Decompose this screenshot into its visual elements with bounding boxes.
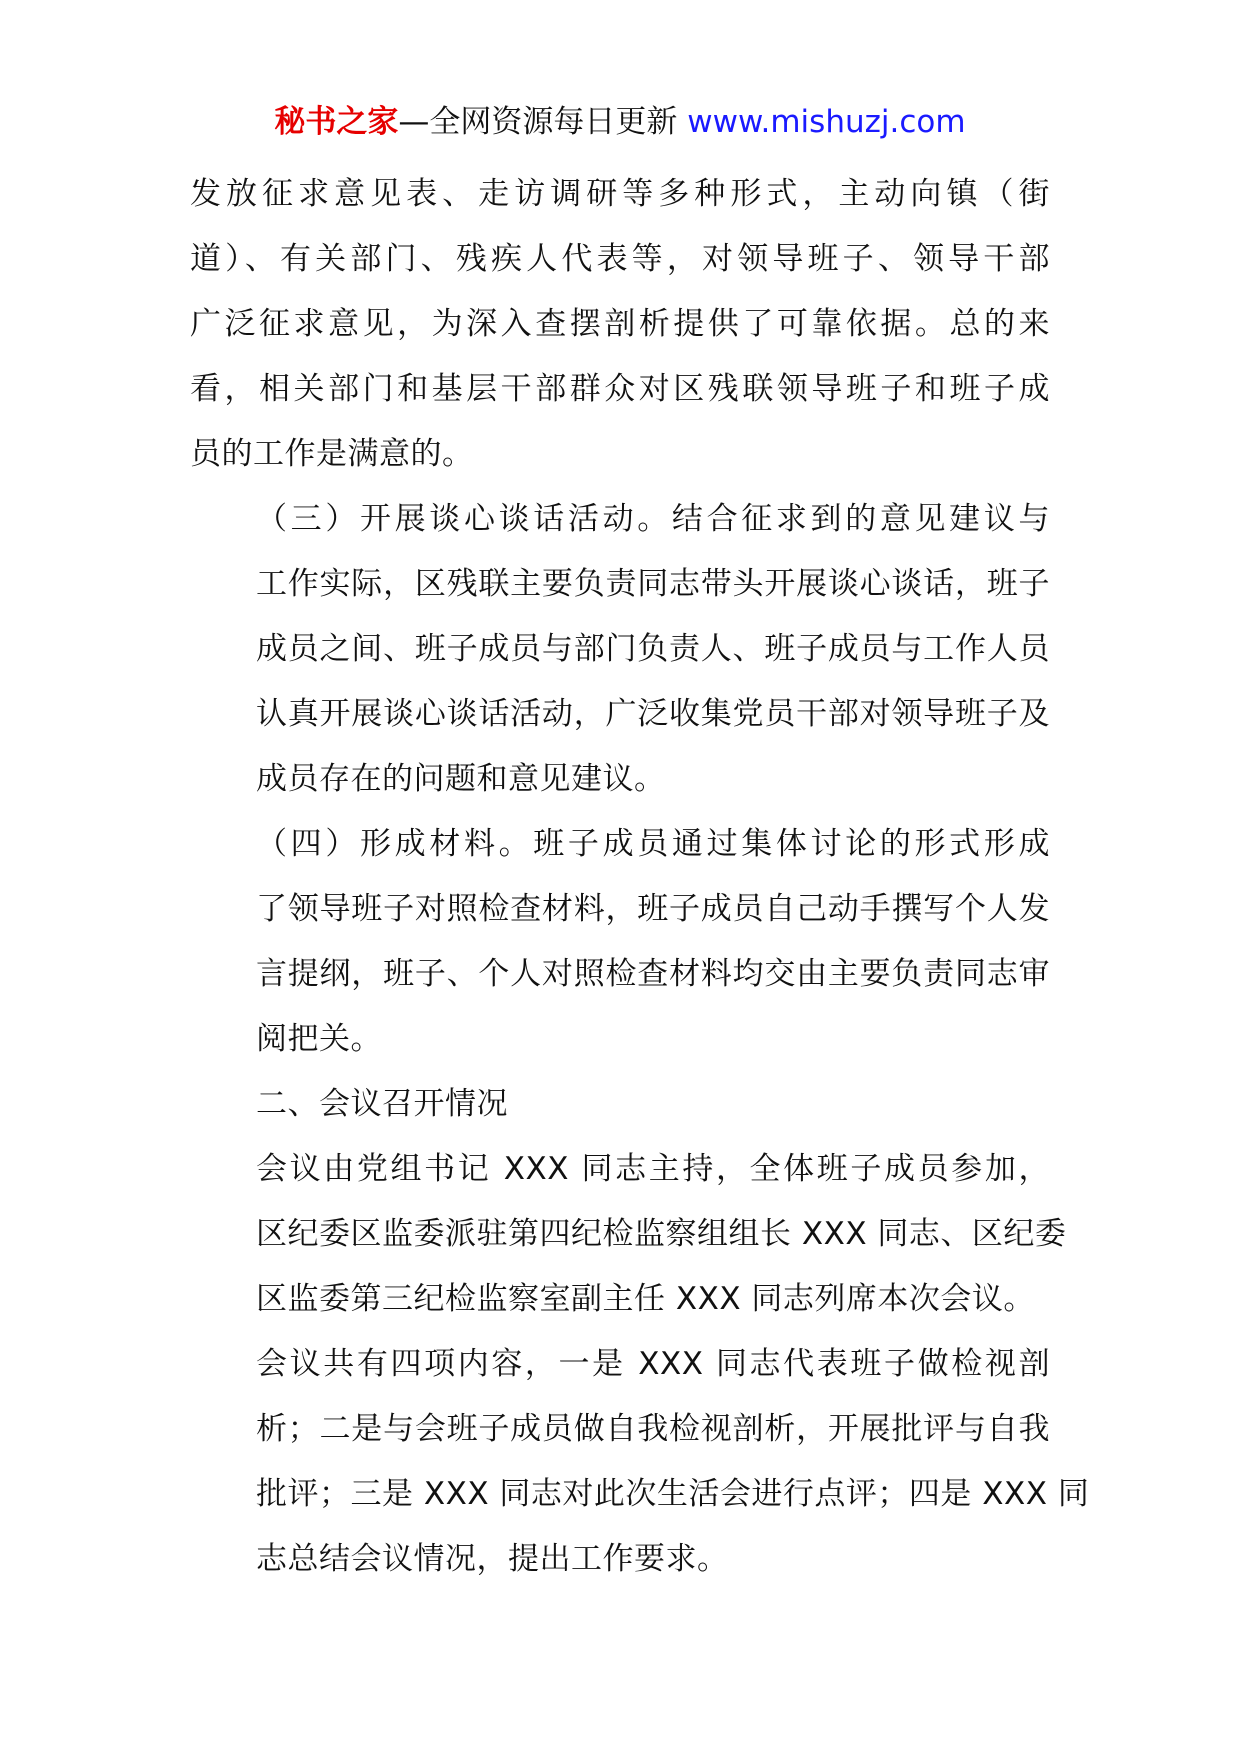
paragraph-line: 阅把关。 <box>256 1021 382 1057</box>
paragraph <box>190 1332 1090 1592</box>
paragraph-line: 员的工作是满意的。 <box>190 436 474 472</box>
paragraph-line: 志总结会议情况，提出工作要求。 <box>256 1541 729 1577</box>
paragraph-line: 析；二是与会班子成员做自我检视剖析，开展批评与自我 <box>256 1411 1050 1447</box>
paragraph-line: 二、会议召开情况 <box>256 1086 508 1122</box>
paragraph-line: 工作实际，区残联主要负责同志带头开展谈心谈话，班子 <box>256 566 1050 602</box>
site-url-link[interactable]: www.mishuzj.com <box>687 104 966 140</box>
header-banner <box>0 100 1240 144</box>
paragraph-line: 发放征求意见表、走访调研等多种形式，主动向镇（街 <box>190 176 1050 212</box>
paragraph-line: 区纪委区监委派驻第四纪检监察组组长 XXX 同志、区纪委 <box>256 1216 1067 1252</box>
document-body <box>190 162 1090 1592</box>
paragraph-line: 区监委第三纪检监察室副主任 XXX 同志列席本次会议。 <box>256 1281 1035 1317</box>
paragraph-line: 会议由党组书记 XXX 同志主持，全体班子成员参加， <box>256 1151 1050 1187</box>
header-tagline: —全网资源每日更新 <box>398 104 678 140</box>
brand-name: 秘书之家 <box>274 104 399 140</box>
paragraph-line: 广泛征求意见，为深入查摆剖析提供了可靠依据。总的来 <box>190 306 1050 342</box>
paragraph-line: （四）形成材料。班子成员通过集体讨论的形式形成 <box>256 826 1050 862</box>
paragraph-line: 成员之间、班子成员与部门负责人、班子成员与工作人员 <box>256 631 1050 667</box>
paragraph-line: 会议共有四项内容，一是 XXX 同志代表班子做检视剖 <box>256 1346 1050 1382</box>
paragraph-line: 道）、有关部门、残疾人代表等，对领导班子、领导干部 <box>190 241 1050 277</box>
paragraph <box>190 812 1050 1072</box>
paragraph <box>190 487 1050 812</box>
paragraph-line: 言提纲，班子、个人对照检查材料均交由主要负责同志审 <box>256 956 1050 992</box>
paragraph-line: （三）开展谈心谈话活动。结合征求到的意见建议与 <box>256 501 1050 537</box>
paragraph-line: 成员存在的问题和意见建议。 <box>256 761 666 797</box>
paragraph-line: 了领导班子对照检查材料，班子成员自己动手撰写个人发 <box>256 891 1050 927</box>
paragraph-line: 看，相关部门和基层干部群众对区残联领导班子和班子成 <box>190 371 1050 407</box>
paragraph <box>190 1137 1067 1332</box>
paragraph <box>190 162 1050 487</box>
paragraph-line: 批评；三是 XXX 同志对此次生活会进行点评；四是 XXX 同 <box>256 1476 1090 1512</box>
paragraph-line: 认真开展谈心谈话活动，广泛收集党员干部对领导班子及 <box>256 696 1050 732</box>
paragraph <box>190 1072 1050 1137</box>
